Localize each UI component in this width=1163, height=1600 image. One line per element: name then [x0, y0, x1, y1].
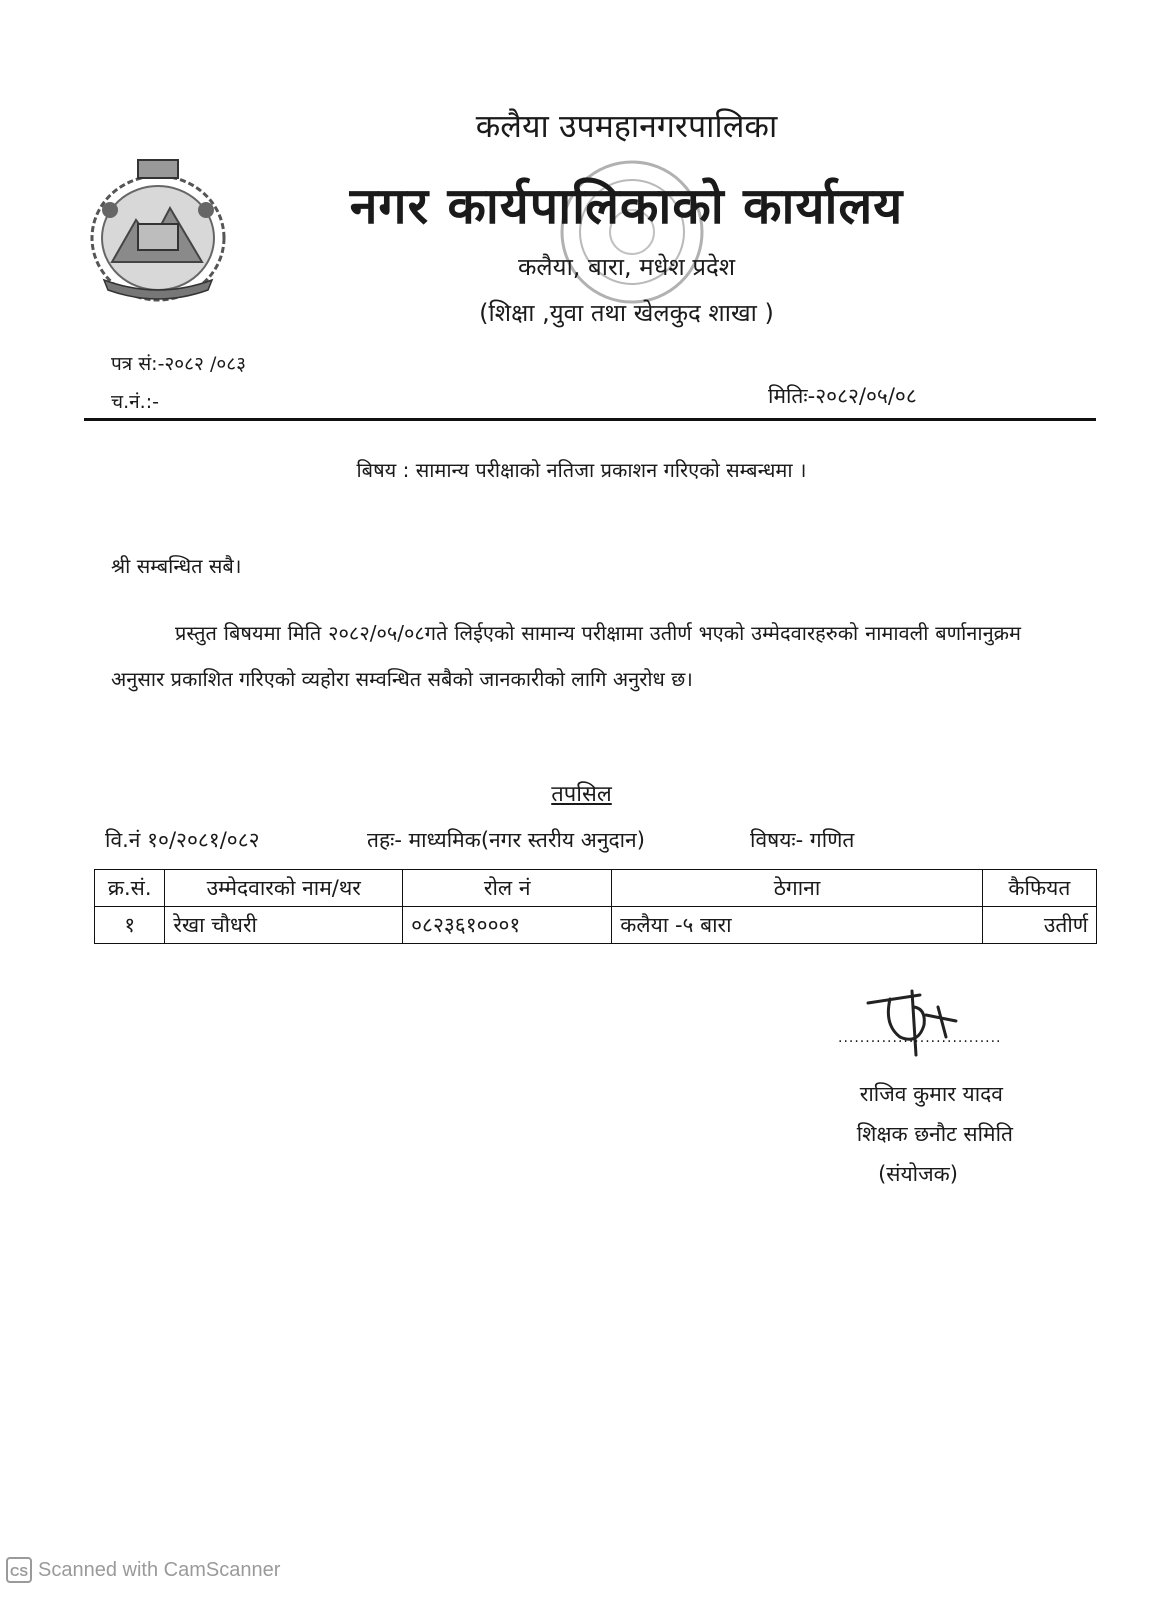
signatory-name: राजिव कुमार यादव	[859, 1082, 1003, 1106]
salutation: श्री सम्बन्धित सबै।	[111, 554, 242, 578]
camscanner-logo-icon: CS	[6, 1557, 32, 1583]
scanner-watermark	[6, 1557, 280, 1583]
municipality-name: कलैया उपमहानगरपालिका	[475, 107, 778, 145]
dispatch-number: च.नं.:-	[111, 391, 159, 413]
annex-title: तपसिल	[551, 782, 612, 807]
table-header-row	[95, 870, 1097, 907]
cell-candidate-name: रेखा चौधरी	[165, 907, 403, 944]
exam-level: तहः- माध्यमिक(नगर स्तरीय अनुदान)	[367, 828, 645, 852]
col-remarks: कैफियत	[982, 870, 1096, 907]
col-address: ठेगाना	[612, 870, 982, 907]
col-candidate-name: उम्मेदवारको नाम/थर	[165, 870, 403, 907]
col-roll-number: रोल नं	[403, 870, 612, 907]
signature-line: ..............................	[838, 1030, 1002, 1046]
header-divider	[84, 418, 1096, 421]
subject-line: बिषय : सामान्य परीक्षाको नतिजा प्रकाशन गरिएको सम्बन्धमा ।	[356, 458, 807, 482]
cell-serial: १	[95, 907, 165, 944]
signature	[860, 985, 970, 1065]
body-paragraph: प्रस्तुत बिषयमा मिति २०८२/०५/०८गते लिईएको सामान्य परीक्षामा उतीर्ण भएको उम्मेदवारहरुको नामावली बर्णानानुक्रम अनुसार प्रकाशित गरिएको व्यहोरा सम्वन्धित सबैको जानकारीको लागि अनुरोध छ।	[111, 621, 1021, 691]
results-table	[94, 869, 1097, 944]
notice-number: वि.नं १०/२०८१/०८२	[105, 828, 260, 852]
signatory-designation: शिक्षक छनौट समिति	[856, 1122, 1013, 1146]
exam-subject: विषयः- गणित	[750, 828, 855, 852]
office-address: कलैया, बारा, मधेश प्रदेश	[517, 253, 736, 281]
letter-number: पत्र सं:-२०८२ /०८३	[111, 353, 247, 375]
cell-remarks: उतीर्ण	[982, 907, 1096, 944]
cell-roll-number: ०८२३६१०००१	[403, 907, 612, 944]
letter-date: मितिः-२०८२/०५/०८	[768, 384, 917, 408]
office-title: नगर कार्यपालिकाको कार्यालय	[349, 177, 904, 235]
table-row	[95, 907, 1097, 944]
signatory-role: (संयोजक)	[878, 1162, 958, 1186]
branch-name: (शिक्षा ,युवा तथा खेलकुद शाखा )	[479, 299, 774, 327]
col-serial: क्र.सं.	[95, 870, 165, 907]
scanner-text: Scanned with CamScanner	[38, 1558, 281, 1581]
cell-address: कलैया -५ बारा	[612, 907, 982, 944]
